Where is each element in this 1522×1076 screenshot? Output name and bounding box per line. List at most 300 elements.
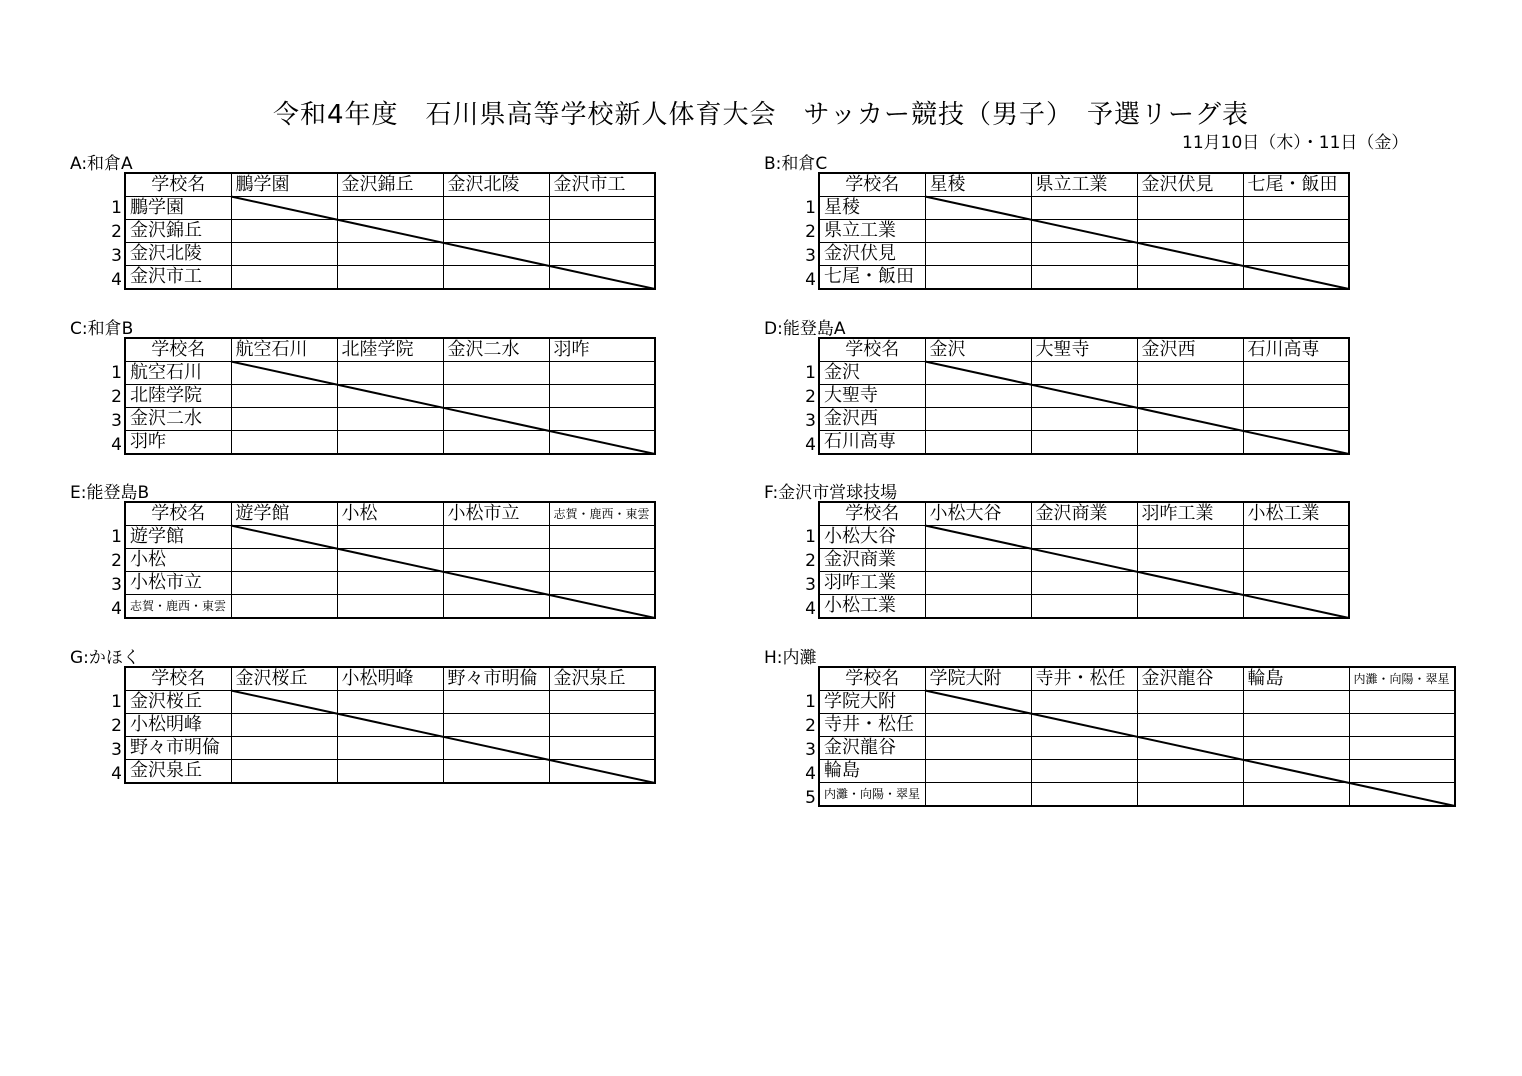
header-school-name: 学校名	[819, 173, 925, 197]
column-team-name: 金沢市工	[549, 173, 655, 197]
result-cell	[337, 526, 443, 549]
row-number: 1	[111, 527, 122, 547]
league-label: G:かほく	[70, 648, 140, 668]
row-team-name: 金沢二水	[125, 408, 231, 431]
result-cell	[337, 760, 443, 784]
result-cell	[1137, 595, 1243, 619]
result-cell	[549, 760, 655, 784]
row-number: 4	[805, 599, 816, 619]
table-row	[125, 737, 655, 760]
result-cell	[549, 549, 655, 572]
result-cell	[1243, 691, 1349, 714]
result-cell	[337, 243, 443, 266]
result-cell	[549, 737, 655, 760]
table-row	[125, 691, 655, 714]
result-cell	[1349, 783, 1455, 807]
league-7	[764, 648, 1456, 808]
column-team-name: 県立工業	[1031, 173, 1137, 197]
row-team-name: 輪島	[819, 760, 925, 783]
result-cell	[1137, 362, 1243, 385]
table-row	[819, 714, 1455, 737]
row-numbers	[110, 690, 122, 786]
result-cell	[1031, 526, 1137, 549]
page-title: 令和4年度 石川県高等学校新人体育大会 サッカー競技（男子） 予選リーグ表	[272, 100, 1250, 130]
event-date: 11月10日（木）・11日（金）	[1182, 133, 1409, 153]
result-cell	[337, 385, 443, 408]
result-cell	[1243, 408, 1349, 431]
result-cell	[443, 572, 549, 595]
result-cell	[1031, 266, 1137, 290]
row-number: 2	[805, 551, 816, 571]
table-row	[125, 408, 655, 431]
column-team-name: 羽咋工業	[1137, 502, 1243, 526]
row-number: 1	[111, 198, 122, 218]
league-label: B:和倉C	[764, 154, 828, 174]
result-cell	[925, 714, 1031, 737]
result-cell	[925, 526, 1031, 549]
league-label: E:能登島B	[70, 483, 150, 503]
result-cell	[549, 408, 655, 431]
result-cell	[231, 408, 337, 431]
table-row	[819, 526, 1349, 549]
column-team-name: 大聖寺	[1031, 338, 1137, 362]
row-team-name: 七尾・飯田	[819, 266, 925, 290]
table-row	[125, 572, 655, 595]
league-6	[70, 648, 656, 784]
result-cell	[925, 595, 1031, 619]
league-table	[124, 501, 656, 619]
row-team-name: 金沢西	[819, 408, 925, 431]
result-cell	[549, 714, 655, 737]
result-cell	[1031, 595, 1137, 619]
column-team-name: 金沢桜丘	[231, 667, 337, 691]
row-team-name: 羽咋	[125, 431, 231, 455]
result-cell	[1137, 572, 1243, 595]
row-number: 2	[805, 222, 816, 242]
row-team-name: 石川高専	[819, 431, 925, 455]
table-row	[819, 243, 1349, 266]
result-cell	[1137, 714, 1243, 737]
result-cell	[1243, 243, 1349, 266]
row-number: 3	[805, 411, 816, 431]
result-cell	[443, 266, 549, 290]
table-row	[819, 220, 1349, 243]
row-team-name: 航空石川	[125, 362, 231, 385]
result-cell	[337, 220, 443, 243]
result-cell	[443, 408, 549, 431]
result-cell	[443, 737, 549, 760]
league-table	[818, 501, 1350, 619]
table-row	[819, 572, 1349, 595]
result-cell	[231, 526, 337, 549]
row-number: 2	[111, 387, 122, 407]
row-number: 3	[805, 740, 816, 760]
result-cell	[925, 691, 1031, 714]
result-cell	[1137, 220, 1243, 243]
result-cell	[925, 760, 1031, 783]
result-cell	[1031, 714, 1137, 737]
result-cell	[1031, 572, 1137, 595]
result-cell	[1031, 385, 1137, 408]
column-team-name: 金沢商業	[1031, 502, 1137, 526]
header-school-name: 学校名	[125, 173, 231, 197]
row-team-name: 小松大谷	[819, 526, 925, 549]
row-numbers	[804, 361, 816, 457]
row-number: 2	[805, 387, 816, 407]
result-cell	[231, 243, 337, 266]
table-row	[125, 362, 655, 385]
result-cell	[1031, 760, 1137, 783]
result-cell	[1137, 760, 1243, 783]
result-cell	[443, 549, 549, 572]
result-cell	[549, 691, 655, 714]
result-cell	[231, 572, 337, 595]
result-cell	[1243, 549, 1349, 572]
row-number: 3	[111, 411, 122, 431]
result-cell	[549, 572, 655, 595]
column-team-name: 輪島	[1243, 667, 1349, 691]
column-team-name: 小松工業	[1243, 502, 1349, 526]
row-team-name: 金沢錦丘	[125, 220, 231, 243]
row-team-name: 学院大附	[819, 691, 925, 714]
row-numbers	[110, 361, 122, 457]
row-team-name: 志賀・鹿西・東雲	[125, 595, 231, 619]
row-team-name: 遊学館	[125, 526, 231, 549]
row-number: 3	[111, 246, 122, 266]
result-cell	[337, 408, 443, 431]
result-cell	[443, 691, 549, 714]
result-cell	[337, 266, 443, 290]
row-numbers	[804, 690, 816, 810]
row-number: 3	[111, 575, 122, 595]
result-cell	[1243, 526, 1349, 549]
league-0	[70, 154, 656, 290]
result-cell	[443, 526, 549, 549]
table-row	[125, 760, 655, 784]
column-team-name: 遊学館	[231, 502, 337, 526]
row-team-name: 羽咋工業	[819, 572, 925, 595]
result-cell	[1137, 691, 1243, 714]
column-team-name: 内灘・向陽・翠星	[1349, 667, 1455, 691]
result-cell	[443, 362, 549, 385]
row-team-name: 内灘・向陽・翠星	[819, 783, 925, 807]
column-team-name: 金沢	[925, 338, 1031, 362]
row-team-name: 小松市立	[125, 572, 231, 595]
result-cell	[549, 362, 655, 385]
result-cell	[549, 197, 655, 220]
row-number: 4	[805, 764, 816, 784]
table-row	[819, 362, 1349, 385]
league-3	[764, 319, 1350, 455]
header-school-name: 学校名	[125, 338, 231, 362]
row-number: 3	[805, 246, 816, 266]
result-cell	[925, 385, 1031, 408]
result-cell	[1243, 760, 1349, 783]
result-cell	[1137, 431, 1243, 455]
row-team-name: 寺井・松任	[819, 714, 925, 737]
table-row	[125, 526, 655, 549]
result-cell	[1031, 243, 1137, 266]
table-row	[125, 197, 655, 220]
result-cell	[1031, 783, 1137, 807]
result-cell	[1243, 220, 1349, 243]
column-team-name: 学院大附	[925, 667, 1031, 691]
result-cell	[1137, 549, 1243, 572]
table-row	[125, 549, 655, 572]
table-row	[819, 408, 1349, 431]
league-table	[124, 337, 656, 455]
row-number: 3	[805, 575, 816, 595]
result-cell	[443, 220, 549, 243]
row-team-name: 金沢商業	[819, 549, 925, 572]
result-cell	[549, 266, 655, 290]
row-number: 4	[805, 435, 816, 455]
result-cell	[1031, 220, 1137, 243]
result-cell	[1137, 266, 1243, 290]
table-row	[819, 760, 1455, 783]
result-cell	[1349, 714, 1455, 737]
row-team-name: 金沢伏見	[819, 243, 925, 266]
result-cell	[337, 714, 443, 737]
result-cell	[1137, 197, 1243, 220]
result-cell	[549, 526, 655, 549]
column-team-name: 金沢西	[1137, 338, 1243, 362]
row-team-name: 北陸学院	[125, 385, 231, 408]
header-school-name: 学校名	[125, 667, 231, 691]
row-number: 4	[111, 270, 122, 290]
row-number: 4	[111, 764, 122, 784]
result-cell	[443, 197, 549, 220]
league-label: H:内灘	[764, 648, 817, 668]
result-cell	[1031, 408, 1137, 431]
result-cell	[231, 362, 337, 385]
result-cell	[337, 572, 443, 595]
league-label: C:和倉B	[70, 319, 134, 339]
result-cell	[337, 197, 443, 220]
result-cell	[1349, 691, 1455, 714]
result-cell	[231, 220, 337, 243]
row-number: 2	[805, 716, 816, 736]
league-label: F:金沢市営球技場	[764, 483, 898, 503]
league-table	[818, 172, 1350, 290]
row-numbers	[804, 196, 816, 292]
result-cell	[1031, 431, 1137, 455]
column-team-name: 金沢錦丘	[337, 173, 443, 197]
row-number: 4	[111, 599, 122, 619]
header-school-name: 学校名	[125, 502, 231, 526]
league-label: D:能登島A	[764, 319, 846, 339]
column-team-name: 寺井・松任	[1031, 667, 1137, 691]
result-cell	[1137, 385, 1243, 408]
league-4	[70, 483, 656, 619]
result-cell	[549, 220, 655, 243]
result-cell	[337, 549, 443, 572]
table-row	[125, 220, 655, 243]
result-cell	[337, 691, 443, 714]
column-team-name: 金沢伏見	[1137, 173, 1243, 197]
column-team-name: 金沢北陵	[443, 173, 549, 197]
row-team-name: 鵬学園	[125, 197, 231, 220]
result-cell	[1137, 243, 1243, 266]
row-team-name: 金沢北陵	[125, 243, 231, 266]
league-table	[124, 666, 656, 784]
row-team-name: 金沢桜丘	[125, 691, 231, 714]
row-number: 1	[111, 363, 122, 383]
column-team-name: 航空石川	[231, 338, 337, 362]
result-cell	[443, 431, 549, 455]
result-cell	[1243, 385, 1349, 408]
result-cell	[1243, 783, 1349, 807]
result-cell	[1031, 691, 1137, 714]
row-number: 3	[111, 740, 122, 760]
result-cell	[549, 595, 655, 619]
row-team-name: 金沢泉丘	[125, 760, 231, 784]
row-number: 1	[805, 363, 816, 383]
row-number: 4	[805, 270, 816, 290]
result-cell	[1137, 737, 1243, 760]
result-cell	[1349, 760, 1455, 783]
league-table	[818, 337, 1350, 455]
result-cell	[925, 220, 1031, 243]
table-row	[819, 431, 1349, 455]
row-team-name: 小松工業	[819, 595, 925, 619]
result-cell	[1031, 362, 1137, 385]
result-cell	[1243, 714, 1349, 737]
table-row	[125, 243, 655, 266]
result-cell	[1243, 595, 1349, 619]
table-row	[125, 266, 655, 290]
row-number: 1	[805, 527, 816, 547]
column-team-name: 石川高専	[1243, 338, 1349, 362]
result-cell	[231, 431, 337, 455]
result-cell	[337, 362, 443, 385]
result-cell	[1031, 737, 1137, 760]
column-team-name: 羽咋	[549, 338, 655, 362]
result-cell	[443, 714, 549, 737]
column-team-name: 七尾・飯田	[1243, 173, 1349, 197]
league-5	[764, 483, 1350, 619]
result-cell	[231, 595, 337, 619]
result-cell	[1031, 197, 1137, 220]
result-cell	[925, 431, 1031, 455]
result-cell	[1243, 362, 1349, 385]
row-team-name: 小松明峰	[125, 714, 231, 737]
table-row	[819, 691, 1455, 714]
result-cell	[231, 760, 337, 784]
result-cell	[231, 549, 337, 572]
result-cell	[1137, 783, 1243, 807]
result-cell	[1243, 197, 1349, 220]
result-cell	[549, 431, 655, 455]
column-team-name: 星稜	[925, 173, 1031, 197]
header-school-name: 学校名	[819, 338, 925, 362]
result-cell	[1137, 526, 1243, 549]
row-number: 1	[805, 198, 816, 218]
row-number: 1	[111, 692, 122, 712]
table-row	[819, 385, 1349, 408]
result-cell	[231, 691, 337, 714]
table-row	[125, 595, 655, 619]
result-cell	[231, 737, 337, 760]
table-row	[819, 595, 1349, 619]
column-team-name: 小松	[337, 502, 443, 526]
column-team-name: 北陸学院	[337, 338, 443, 362]
row-team-name: 野々市明倫	[125, 737, 231, 760]
column-team-name: 金沢龍谷	[1137, 667, 1243, 691]
row-numbers	[110, 196, 122, 292]
result-cell	[337, 595, 443, 619]
row-number: 4	[111, 435, 122, 455]
result-cell	[925, 572, 1031, 595]
table-row	[819, 549, 1349, 572]
result-cell	[1137, 408, 1243, 431]
column-team-name: 金沢泉丘	[549, 667, 655, 691]
result-cell	[925, 243, 1031, 266]
result-cell	[231, 266, 337, 290]
row-team-name: 星稜	[819, 197, 925, 220]
result-cell	[1243, 431, 1349, 455]
column-team-name: 小松市立	[443, 502, 549, 526]
result-cell	[1243, 266, 1349, 290]
result-cell	[443, 385, 549, 408]
result-cell	[1243, 737, 1349, 760]
row-number: 1	[805, 692, 816, 712]
result-cell	[337, 737, 443, 760]
result-cell	[925, 266, 1031, 290]
row-team-name: 金沢	[819, 362, 925, 385]
result-cell	[925, 408, 1031, 431]
league-1	[764, 154, 1350, 290]
result-cell	[1243, 572, 1349, 595]
header-school-name: 学校名	[819, 667, 925, 691]
result-cell	[925, 737, 1031, 760]
result-cell	[925, 197, 1031, 220]
result-cell	[231, 385, 337, 408]
column-team-name: 小松明峰	[337, 667, 443, 691]
column-team-name: 志賀・鹿西・東雲	[549, 502, 655, 526]
column-team-name: 野々市明倫	[443, 667, 549, 691]
result-cell	[549, 385, 655, 408]
row-team-name: 県立工業	[819, 220, 925, 243]
row-number: 2	[111, 222, 122, 242]
result-cell	[443, 760, 549, 784]
result-cell	[231, 197, 337, 220]
row-number: 2	[111, 551, 122, 571]
league-table	[124, 172, 656, 290]
table-row	[125, 385, 655, 408]
result-cell	[337, 431, 443, 455]
result-cell	[925, 549, 1031, 572]
result-cell	[549, 243, 655, 266]
column-team-name: 小松大谷	[925, 502, 1031, 526]
table-row	[125, 431, 655, 455]
result-cell	[443, 595, 549, 619]
row-team-name: 大聖寺	[819, 385, 925, 408]
row-team-name: 金沢龍谷	[819, 737, 925, 760]
column-team-name: 鵬学園	[231, 173, 337, 197]
table-row	[819, 197, 1349, 220]
result-cell	[1031, 549, 1137, 572]
row-number: 5	[805, 788, 816, 808]
table-row	[819, 783, 1455, 807]
row-numbers	[110, 525, 122, 621]
result-cell	[925, 362, 1031, 385]
row-team-name: 小松	[125, 549, 231, 572]
row-numbers	[804, 525, 816, 621]
result-cell	[1349, 737, 1455, 760]
league-label: A:和倉A	[70, 154, 133, 174]
result-cell	[925, 783, 1031, 807]
